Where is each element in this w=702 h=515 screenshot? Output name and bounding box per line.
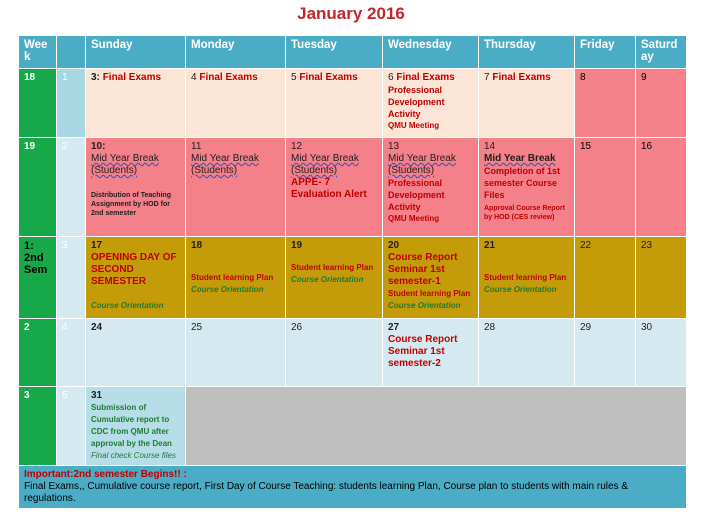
day-number: 17 (91, 240, 103, 251)
header-wednesday: Wednesday (383, 36, 479, 69)
day-cell: 28 (479, 319, 575, 387)
event-text: QMU Meeting (388, 214, 440, 223)
header-friday: Friday (575, 36, 636, 69)
day-number: 5 (291, 72, 297, 83)
event-text: Student learning Plan (191, 273, 274, 282)
day-cell (286, 138, 383, 237)
event-text: Student learning Plan (291, 263, 374, 272)
event-text: Completion of 1st semester Course Files (484, 166, 560, 200)
day-number: 13 (388, 141, 400, 152)
header-week: Week (19, 36, 57, 69)
event-text: OPENING DAY OF SECOND SEMESTER (91, 252, 177, 287)
day-number: 27 (388, 322, 400, 333)
event-text: Course Orientation (191, 285, 264, 294)
event-text: Submission of Cumulative report to CDC from QMU after approval by the Dean (91, 403, 172, 448)
day-number: 6 (388, 72, 394, 83)
event-text: Course Orientation (291, 275, 364, 284)
week-row (19, 138, 687, 237)
teaching-week: 4 (57, 319, 86, 387)
footer-note (19, 466, 687, 509)
day-number: 4 (191, 72, 197, 83)
event-text: Mid Year Break (Students) (91, 153, 159, 176)
header-thursday: Thursday (479, 36, 575, 69)
day-cell: 30 (636, 319, 687, 387)
day-cell: 15 (575, 138, 636, 237)
day-number: 31 (91, 390, 103, 401)
teaching-week: 2 (57, 138, 86, 237)
event-text: Final Exams (396, 72, 455, 83)
week-row (19, 69, 687, 138)
week-row (19, 387, 687, 466)
event-text: Course Report Seminar 1st semester-1 (388, 252, 458, 287)
week-number: 19 (19, 138, 57, 237)
day-number: 3: (91, 72, 100, 83)
day-number: 21 (484, 240, 496, 251)
day-cell (479, 138, 575, 237)
day-cell (86, 387, 186, 466)
day-number: 10: (91, 141, 106, 152)
event-text: QMU Meeting (388, 121, 440, 130)
day-cell: 8 (575, 69, 636, 138)
teaching-week: 5 (57, 387, 86, 466)
event-text: Professional Development Activity (388, 85, 445, 119)
day-cell (383, 237, 479, 319)
teaching-week: 3 (57, 237, 86, 319)
day-cell (86, 69, 186, 138)
event-text: Student learning Plan (388, 289, 471, 298)
day-cell: 9 (636, 69, 687, 138)
day-number: 14 (484, 141, 496, 152)
event-text: Final check Course files (91, 451, 176, 460)
event-text: Distribution of Teaching Assignment by HOD for 2nd semester (91, 192, 171, 217)
day-cell (186, 237, 286, 319)
day-cell: 26 (286, 319, 383, 387)
day-cell (383, 69, 479, 138)
event-text: Course Orientation (484, 285, 557, 294)
day-cell (186, 138, 286, 237)
event-text: Final Exams (102, 72, 162, 83)
day-number: 11 (191, 141, 202, 152)
day-cell (286, 237, 383, 319)
day-cell (86, 237, 186, 319)
event-text: Approval Course Report by HOD (CES review) (484, 205, 565, 221)
event-text: Final Exams (492, 72, 551, 83)
day-number: 12 (291, 141, 303, 152)
day-cell (479, 69, 575, 138)
week-row (19, 237, 687, 319)
day-cell (286, 69, 383, 138)
page-title: January 2016 (297, 4, 405, 23)
event-text: Mid Year Break (484, 153, 556, 164)
week-number: 1: 2nd Sem (19, 237, 57, 319)
event-text: Final Exams (199, 72, 258, 83)
day-number: 19 (291, 240, 303, 251)
header-blank (57, 36, 86, 69)
event-text: Student learning Plan (484, 273, 567, 282)
day-number: 18 (191, 240, 203, 251)
event-text: Professional Development Activity (388, 178, 445, 212)
header-sunday: Sunday (86, 36, 186, 69)
event-text: Course Orientation (388, 301, 461, 310)
day-cell: 25 (186, 319, 286, 387)
footer-row (19, 466, 687, 509)
day-cell (86, 138, 186, 237)
header-monday: Monday (186, 36, 286, 69)
day-cell: 16 (636, 138, 687, 237)
day-number: 20 (388, 240, 400, 251)
event-text: Mid Year Break (Students) (388, 153, 456, 176)
day-cell: 22 (575, 237, 636, 319)
footer-text: Final Exams,, Cumulative course report, First Day of Course Teaching: students learning Plan, Course plan to students with main rules & regulations. (24, 481, 628, 504)
event-text: Course Orientation (91, 301, 164, 310)
day-number: 7 (484, 72, 490, 83)
calendar-table (18, 35, 687, 509)
day-cell: 24 (86, 319, 186, 387)
header-row (19, 36, 687, 69)
day-cell: 23 (636, 237, 687, 319)
day-cell (186, 69, 286, 138)
important-note: Important:2nd semester Begins!! : (24, 469, 187, 480)
week-row (19, 319, 687, 387)
day-cell (383, 138, 479, 237)
header-saturday: Saturd ay (636, 36, 687, 69)
teaching-week: 1 (57, 69, 86, 138)
empty-cell (186, 387, 687, 466)
event-text: Mid Year Break (Students) (291, 153, 359, 176)
week-number: 2 (19, 319, 57, 387)
day-cell (479, 237, 575, 319)
week-number: 3 (19, 387, 57, 466)
event-text: Final Exams (299, 72, 358, 83)
event-text: Course Report Seminar 1st semester-2 (388, 334, 458, 369)
day-cell (383, 319, 479, 387)
event-text: APPE- 7 Evaluation Alert (291, 177, 367, 200)
event-text: Mid Year Break (Students) (191, 153, 259, 176)
week-number: 18 (19, 69, 57, 138)
header-tuesday: Tuesday (286, 36, 383, 69)
day-cell: 29 (575, 319, 636, 387)
